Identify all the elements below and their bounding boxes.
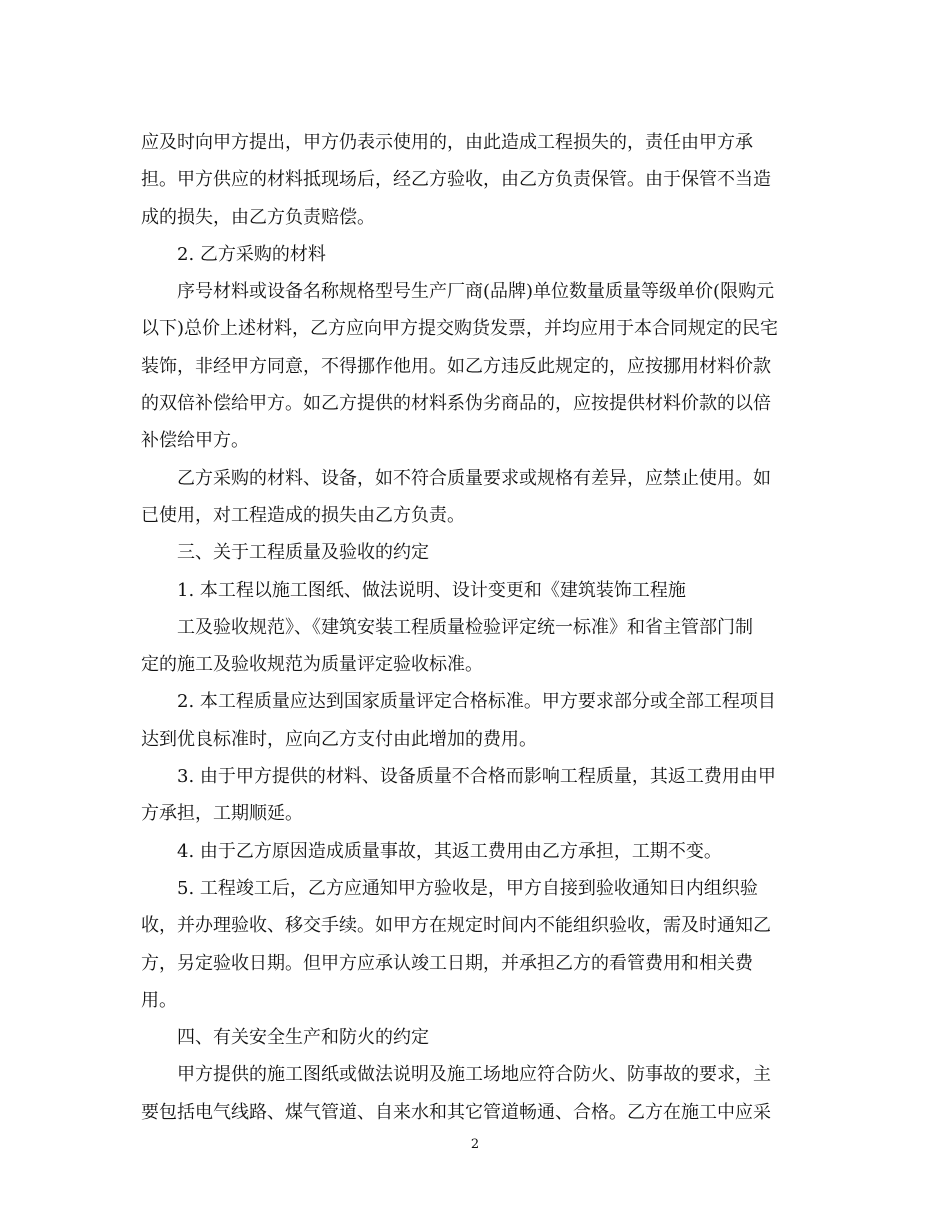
text-line: 2. 乙方采购的材料 [177,243,326,265]
text-line: 达到优良标准时，应向乙方支付由此增加的费用。 [141,728,537,750]
text-line: 担。甲方供应的材料抵现场后，经乙方验收，由乙方负责保管。由于保管不当造 [141,169,771,191]
text-line: 的双倍补偿给甲方。如乙方提供的材料系伪劣商品的，应按提供材料价款的以倍 [141,393,771,415]
text-line: 四、有关安全生产和防火的约定 [177,1027,429,1049]
text-line: 收，并办理验收、移交手续。如甲方在规定时间内不能组织验收，需及时通知乙 [141,915,771,937]
text-line: 成的损失，由乙方负责赔偿。 [141,206,375,228]
text-line: 定的施工及验收规范为质量评定验收标准。 [141,654,483,676]
text-line: 三、关于工程质量及验收的约定 [177,542,429,564]
text-line: 已使用，对工程造成的损失由乙方负责。 [141,504,465,526]
page-number: 2 [470,1137,480,1152]
text-line: 以下)总价上述材料，乙方应向甲方提交购货发票，并均应用于本合同规定的民宅 [141,318,779,340]
text-line: 5. 工程竣工后，乙方应通知甲方验收是，甲方自接到验收通知日内组织验 [177,877,758,899]
text-line: 2. 本工程质量应达到国家质量评定合格标准。甲方要求部分或全部工程项目 [177,691,776,713]
body-text [141,124,801,1131]
text-line: 序号材料或设备名称规格型号生产厂商(品牌)单位数量质量等级单价(限购元 [177,281,775,303]
text-line: 4. 由于乙方原因造成质量事故，其返工费用由乙方承担，工期不变。 [177,840,722,862]
text-line: 补偿给甲方。 [141,430,249,452]
text-line: 要包括电气线路、煤气管道、自来水和其它管道畅通、合格。乙方在施工中应采 [141,1101,771,1123]
text-line: 3. 由于甲方提供的材料、设备质量不合格而影响工程质量，其返工费用由甲 [177,766,776,788]
text-line: 装饰，非经甲方同意，不得挪作他用。如乙方违反此规定的，应按挪用材料价款 [141,355,771,377]
text-line: 应及时向甲方提出，甲方仍表示使用的，由此造成工程损失的，责任由甲方承 [141,132,753,153]
text-line: 1. 本工程以施工图纸、做法说明、设计变更和《建筑装饰工程施 [177,579,686,601]
text-line: 工及验收规范》、《建筑安装工程质量检验评定统一标准》和省主管部门制 [177,616,753,638]
text-line: 方，另定验收日期。但甲方应承认竣工日期，并承担乙方的看管费用和相关费 [141,952,753,974]
text-line: 方承担，工期顺延。 [141,803,303,825]
text-line: 乙方采购的材料、设备，如不符合质量要求或规格有差异，应禁止使用。如 [177,467,771,489]
text-line: 甲方提供的施工图纸或做法说明及施工场地应符合防火、防事故的要求，主 [177,1064,771,1086]
text-line: 用。 [141,989,177,1011]
